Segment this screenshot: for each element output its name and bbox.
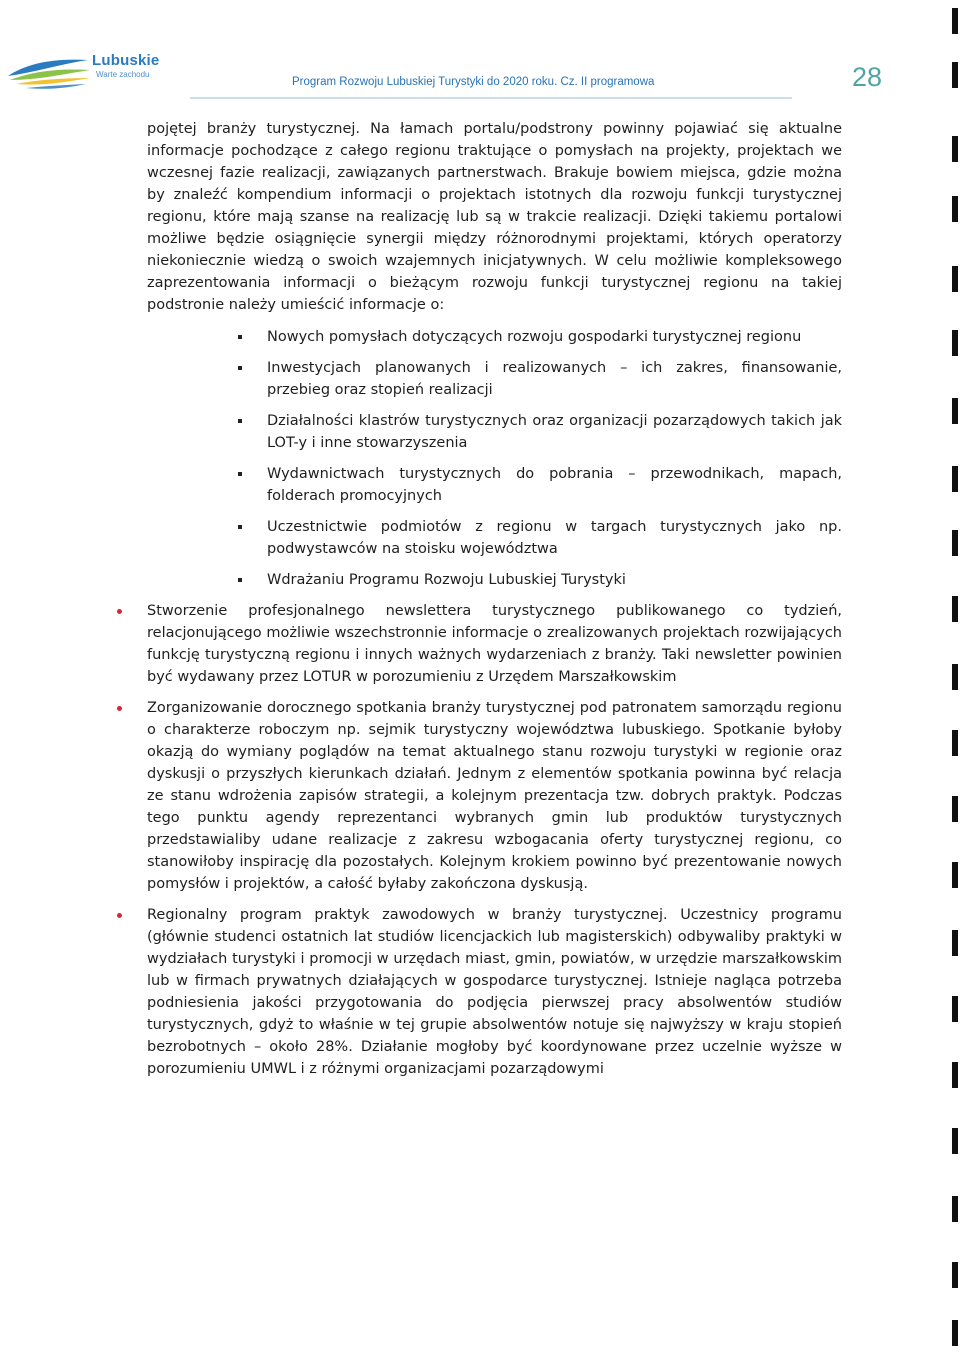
scan-edge-marks [946, 0, 960, 1353]
logo-wave-icon [6, 50, 96, 100]
scan-mark [952, 8, 958, 34]
scan-mark [952, 1320, 958, 1346]
header-divider [190, 97, 792, 99]
intro-paragraph: pojętej branży turystycznej. Na łamach portalu/podstrony powinny pojawiać się aktualne informacje pochodzące z całego regionu traktujące o pomysłach na projekty, projektach we wczesnej fazie realizacji, zawiązanych partnerstwach. Brakuje bowiem miejsca, gdzie można by znaleźć kompendium informacji o projektach istotnych dla rozwoju funkcji turystycznej regionu, które mają szanse na realizację lub są w trakcie realizacji. Dzięki takiemu portalowi możliwe będzie osiągnięcie synergii między różnorodnymi projektami, których operatorzy niekoniecznie wiedzą o swoich wzajemnych inicjatywnych. W celu możliwie kompleksowego zaprezentowania informacji o bieżącym rozwoju funkcji turystycznej regionu na takiej podstronie należy umieścić informacje o: [147, 121, 842, 313]
sub-list-item-text: Inwestycjach planowanych i realizowanych – ich zakres, finansowanie, przebieg oraz stopień realizacji [267, 360, 842, 398]
scan-mark [952, 530, 958, 556]
page-number: 28 [852, 62, 883, 92]
sub-list-item-text: Uczestnictwie podmiotów z regionu w targach turystycznych jako np. podwystawców na stoisku województwa [267, 519, 842, 557]
action-item-text: Stworzenie profesjonalnego newslettera turystycznego publikowanego co tydzień, relacjonującego możliwie wszechstronnie informacje o zrealizowanych projektach rozwijających funkcję turystyczną regionu i innych ważnych wydarzeniach z branży. Taki newsletter powinien być wydawany przez LOTUR w porozumieniu z Urzędem Marszałkowskim [147, 603, 842, 685]
sub-list-item-text: Nowych pomysłach dotyczących rozwoju gospodarki turystycznej regionu [267, 329, 802, 345]
scan-mark [952, 330, 958, 356]
action-item [147, 697, 842, 895]
info-sub-list [147, 326, 842, 591]
scan-mark [952, 730, 958, 756]
square-bullet-icon [238, 419, 242, 423]
page-content [147, 118, 842, 1089]
scan-mark [952, 1062, 958, 1088]
sub-list-item-text: Działalności klastrów turystycznych oraz organizacji pozarządowych takich jak LOT-y i inne stowarzyszenia [267, 413, 842, 451]
sub-list-item-text: Wydawnictwach turystycznych do pobrania – przewodnikach, mapach, folderach promocyjnych [267, 466, 842, 504]
action-item-text: Regionalny program praktyk zawodowych w branży turystycznej. Uczestnicy programu (głównie studenci ostatnich lat studiów licencjackich lub magisterskich) odbywaliby praktyki w wydziałach turystyki i promocji w urzędach miast, gmin, powiatów, w urzędzie marszałkowskim lub w firmach prywatnych działających w gospodarce turystycznej. Istnieje nagląca potrzeba podniesienia jakości przygotowania do podjęcia pierwszej pracy absolwentów studiów turystycznych, gdyż to właśnie w tej grupie absolwentów notuje się najwyższy w kraju stopień bezrobotnych – około 28%. Działanie mogłoby być koordynowane przez uczelnie wyższe w porozumieniu UMWL i z różnymi organizacjami pozarządowymi [147, 907, 842, 1077]
actions-list [147, 600, 842, 1080]
sub-list-item [267, 326, 842, 348]
action-item [147, 904, 842, 1080]
scan-mark [952, 796, 958, 822]
scan-mark [952, 664, 958, 690]
scan-mark [952, 1128, 958, 1154]
red-bullet-icon [117, 706, 122, 711]
scan-mark [952, 1196, 958, 1222]
scan-mark [952, 862, 958, 888]
action-item-text: Zorganizowanie dorocznego spotkania branży turystycznej pod patronatem samorządu regionu o charakterze roboczym np. sejmik turystyczny województwa lubuskiego. Spotkanie byłoby okazją do wymiany poglądów na temat aktualnego stanu rozwoju turystyki w regionie oraz dyskusji o przyszłych kierunkach działań. Jednym z elementów spotkania powinna być relacja ze stanu wdrożenia zapisów strategii, a kolejnym prezentacja tzw. dobrych praktyk. Podczas tego punktu agendy reprezentanci wybranych gmin lub produktów turystycznych przedstawialiby udane realizacje z zakresu wzbogacania oferty turystycznej regionu, co stanowiłoby inspirację dla pozostałych. Kolejnym krokiem powinno być prezentowanie nowych pomysłów i projektów, a całość byłaby zakończona dyskusją. [147, 700, 842, 892]
scan-mark [952, 996, 958, 1022]
square-bullet-icon [238, 472, 242, 476]
scan-mark [952, 398, 958, 424]
sub-list-item [267, 516, 842, 560]
document-title: Program Rozwoju Lubuskiej Turystyki do 2020 roku. Cz. II programowa [292, 76, 655, 88]
scan-mark [952, 1262, 958, 1288]
sub-list-item [267, 357, 842, 401]
scan-mark [952, 62, 958, 88]
sub-list-item [267, 569, 842, 591]
scan-mark [952, 136, 958, 162]
sub-list-item [267, 463, 842, 507]
square-bullet-icon [238, 525, 242, 529]
lubuskie-logo [6, 50, 176, 100]
action-item [147, 600, 842, 688]
sub-list-item-text: Wdrażaniu Programu Rozwoju Lubuskiej Turystyki [267, 572, 626, 588]
scan-mark [952, 596, 958, 622]
square-bullet-icon [238, 366, 242, 370]
red-bullet-icon [117, 609, 122, 614]
red-bullet-icon [117, 913, 122, 918]
logo-tagline: Warte zachodu [96, 70, 150, 79]
logo-name: Lubuskie [92, 52, 160, 69]
scan-mark [952, 466, 958, 492]
sub-list-item [267, 410, 842, 454]
square-bullet-icon [238, 335, 242, 339]
square-bullet-icon [238, 578, 242, 582]
scan-mark [952, 266, 958, 292]
scan-mark [952, 930, 958, 956]
scan-mark [952, 196, 958, 222]
page-header [0, 0, 960, 110]
